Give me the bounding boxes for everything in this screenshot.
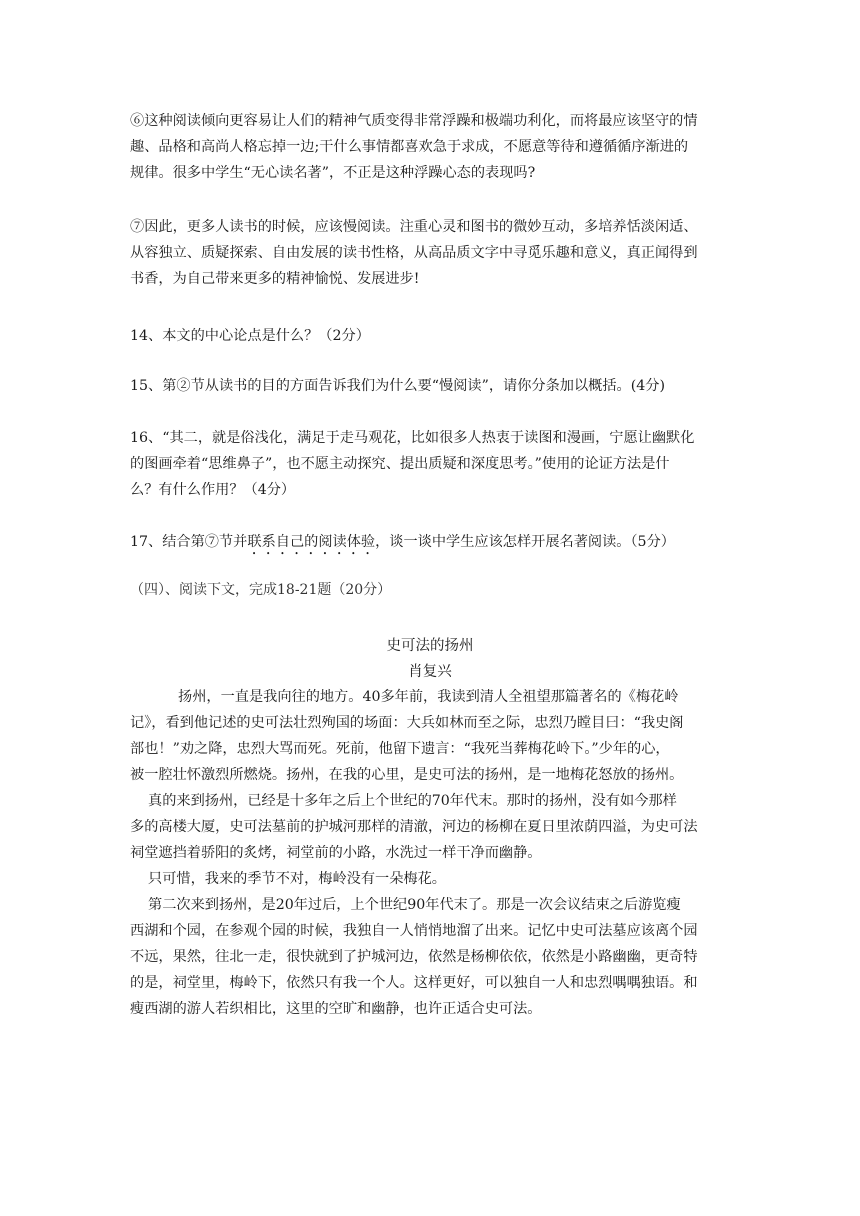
text-line: ⑥这种阅读倾向更容易让人们的精神气质变得非常浮躁和极端功利化，而将最应该坚守的情	[130, 113, 698, 129]
text-line: 祠堂遮挡着骄阳的炙烤，祠堂前的小路，水洗过一样干净而幽静。	[130, 845, 542, 861]
article-paragraph-3	[130, 866, 730, 892]
question-text: 15、第②节从读书的目的方面告诉我们为什么要“慢阅读”，请你分条加以概括。(4分)	[130, 378, 666, 394]
article-paragraph-1	[130, 684, 730, 788]
text-line: 么？有什么作用？（4分）	[130, 482, 296, 498]
question-17	[130, 529, 730, 558]
text-line: 从容独立、质疑探索、自由发展的读书性格，从高品质文字中寻觅乐趣和意义，真正闻得到	[130, 245, 698, 261]
text-line: 只可惜，我来的季节不对，梅岭没有一朵梅花。	[148, 871, 446, 887]
text-line: 记》，看到他记述的史可法壮烈殉国的场面：大兵如林而至之际，忠烈乃瞠目曰：“我史阁	[130, 715, 684, 731]
text-line: 多的高楼大厦，史可法墓前的护城河那样的清澈，河边的杨柳在夏日里浓荫四溢，为史可法	[130, 819, 698, 835]
text-line: 真的来到扬州，已经是十多年之后上个世纪的70年代末。那时的扬州，没有如今那样	[148, 793, 677, 809]
question-17-after: ，谈一谈中学生应该怎样开展名著阅读。（5分）	[375, 534, 675, 550]
article-paragraph-4	[130, 892, 730, 1022]
article-author: 肖复兴	[408, 664, 452, 680]
text-line: 不远，果然，往北一走，很快就到了护城河边，依然是杨柳依依，依然是小路幽幽，更奇特	[130, 949, 698, 965]
text-line: 西湖和个园，在参观个园的时候，我独自一人悄悄地溜了出来。记忆中史可法墓应该离个园	[130, 923, 698, 939]
question-16	[130, 425, 730, 503]
text-line: 部也！”劝之降，忠烈大骂而死。死前，他留下遗言：“我死当葬梅花岭下。”少年的心，	[130, 741, 670, 757]
text-line: 被一腔壮怀激烈所燃烧。扬州，在我的心里，是史可法的扬州，是一地梅花怒放的扬州。	[130, 767, 684, 783]
article-title: 史可法的扬州	[386, 638, 474, 654]
text-line: 第二次来到扬州，是20年过后，上个世纪90年代末了。那是一次会议结束之后游览瘦	[148, 897, 681, 913]
text-line: 的是，祠堂里，梅岭下，依然只有我一个人。这样更好，可以独自一人和忠烈喁喁独语。和	[130, 975, 698, 991]
paragraph-6	[130, 108, 730, 186]
text-line: 扬州，一直是我向往的地方。40多年前，我读到清人全祖望那篇著名的《梅花岭	[178, 689, 679, 705]
emphasis-dotted-text: 联系自己的阅读体验	[247, 534, 376, 550]
text-line: 书香，为自己带来更多的精神愉悦、发展进步!	[130, 271, 420, 287]
question-15	[130, 373, 730, 399]
question-text	[130, 529, 730, 558]
text-line: 趣、品格和高尚人格忘掉一边;干什么事情都喜欢急于求成，不愿意等待和遵循循序渐进的	[130, 139, 689, 155]
text-line: ⑦因此，更多人读书的时候，应该慢阅读。注重心灵和图书的微妙互动，多培养恬淡闲适、	[130, 219, 698, 235]
text-line: 16、“其二，就是俗浅化，满足于走马观花，比如很多人热衷于读图和漫画，宁愿让幽默化	[130, 430, 695, 446]
question-14	[130, 323, 730, 349]
text-line: 瘦西湖的游人若织相比，这里的空旷和幽静，也许正适合史可法。	[130, 1001, 542, 1017]
paragraph-7	[130, 214, 730, 292]
question-text: 14、本文的中心论点是什么？（2分）	[130, 328, 370, 344]
text-line: 规律。很多中学生“无心读名著”，不正是这种浮躁心态的表现吗?	[130, 165, 536, 181]
text-line: 的图画牵着“思维鼻子”，也不愿主动探究、提出质疑和深度思考。”使用的论证方法是什	[130, 456, 670, 472]
article-paragraph-2	[130, 788, 730, 866]
question-17-before: 17、结合第⑦节并	[130, 534, 248, 550]
section-heading: （四）、阅读下文，完成18-21题（20分）	[130, 582, 392, 598]
